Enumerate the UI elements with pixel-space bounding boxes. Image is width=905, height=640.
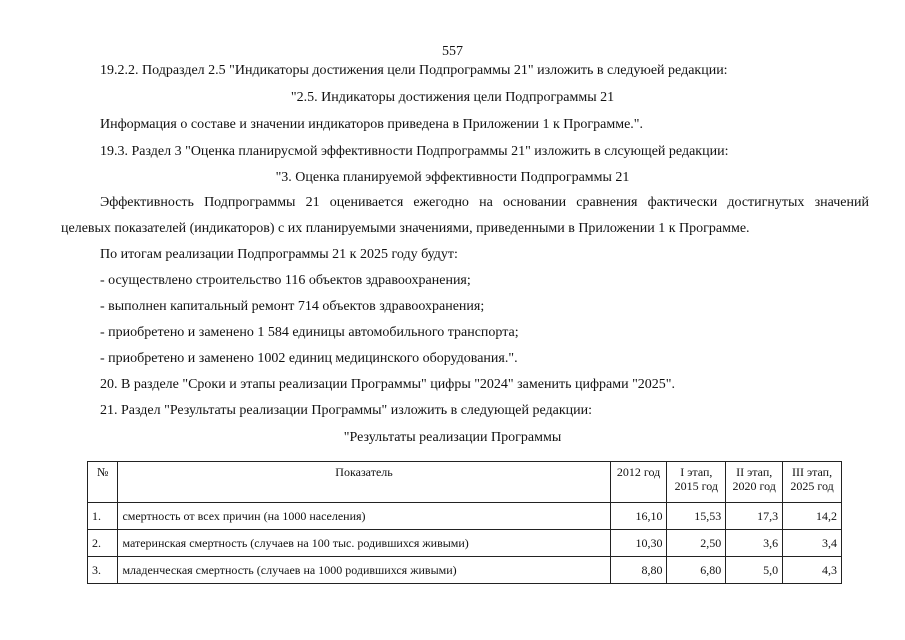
table-row	[88, 557, 842, 584]
table-row	[88, 503, 842, 530]
cell-stage-2: 5,0	[726, 557, 783, 584]
cell-stage-3: 4,3	[783, 557, 842, 584]
cell-2012: 8,80	[610, 557, 667, 584]
cell-indicator: материнская смертность (случаев на 100 тыс. родившихся живыми)	[118, 530, 610, 557]
results-table	[87, 461, 842, 584]
cell-indicator: младенческая смертность (случаев на 1000 родившихся живыми)	[118, 557, 610, 584]
header-stage-1: I этап, 2015 год	[667, 462, 726, 503]
cell-number: 2.	[88, 530, 118, 557]
cell-stage-2: 3,6	[726, 530, 783, 557]
paragraph-efficiency-line1: Эффективность Подпрограммы 21 оценивается ежегодно на основании сравнения фактически достигнутых значений	[100, 195, 869, 210]
header-2012: 2012 год	[610, 462, 667, 503]
paragraph-20: 20. В разделе "Сроки и этапы реализации Программы" цифры "2024" заменить цифрами "2025".	[100, 377, 676, 392]
cell-stage-3: 3,4	[783, 530, 842, 557]
subheading-2-5: "2.5. Индикаторы достижения цели Подпрограммы 21	[290, 90, 615, 105]
list-item: - приобретено и заменено 1 584 единицы автомобильного транспорта;	[100, 325, 519, 340]
list-item: - приобретено и заменено 1002 единиц медицинского оборудования.".	[100, 351, 518, 366]
paragraph-19-2-2: 19.2.2. Подраздел 2.5 "Индикаторы достижения цели Подпрограммы 21" изложить в следуюей редакции:	[100, 63, 728, 78]
header-stage-3: III этап, 2025 год	[783, 462, 842, 503]
cell-number: 3.	[88, 557, 118, 584]
paragraph-19-3: 19.3. Раздел 3 "Оценка планирусмой эффективности Подпрограммы 21" изложить в слсующей редакции:	[100, 144, 729, 159]
cell-stage-1: 2,50	[667, 530, 726, 557]
cell-stage-3: 14,2	[783, 503, 842, 530]
table-row	[88, 530, 842, 557]
cell-2012: 10,30	[610, 530, 667, 557]
paragraph-21: 21. Раздел "Результаты реализации Программы" изложить в следующей редакции:	[100, 403, 593, 418]
header-stage-2: II этап, 2020 год	[726, 462, 783, 503]
cell-stage-1: 6,80	[667, 557, 726, 584]
header-indicator: Показатель	[118, 462, 610, 503]
cell-number: 1.	[88, 503, 118, 530]
paragraph-info: Информация о составе и значении индикаторов приведена в Приложении 1 к Программе.".	[100, 117, 643, 132]
list-item: - осуществлено строительство 116 объектов здравоохранения;	[100, 273, 471, 288]
list-item: - выполнен капитальный ремонт 714 объектов здравоохранения;	[100, 299, 485, 314]
subheading-3: "3. Оценка планируемой эффективности Подпрограммы 21	[275, 170, 630, 185]
paragraph-results-intro: По итогам реализации Подпрограммы 21 к 2025 году будут:	[100, 247, 458, 262]
table-header-row	[88, 462, 842, 503]
paragraph-efficiency-line2: целевых показателей (индикаторов) с их планируемыми значениями, приведенными в Приложении 1 к Программе.	[61, 221, 750, 236]
cell-stage-2: 17,3	[726, 503, 783, 530]
cell-stage-1: 15,53	[667, 503, 726, 530]
page-number: 557	[442, 44, 463, 59]
cell-indicator: смертность от всех причин (на 1000 населения)	[118, 503, 610, 530]
subheading-results: "Результаты реализации Программы	[343, 430, 562, 445]
cell-2012: 16,10	[610, 503, 667, 530]
header-number: №	[88, 462, 118, 503]
